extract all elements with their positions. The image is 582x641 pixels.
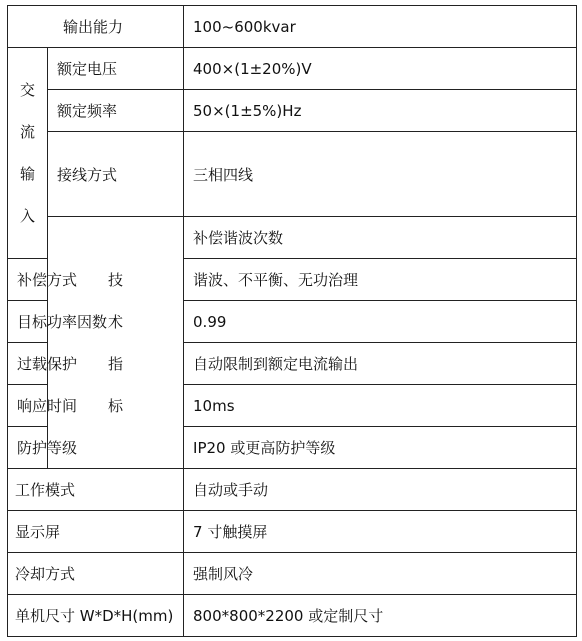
value-work-mode: 自动或手动	[184, 469, 577, 511]
group-ac-input	[8, 48, 48, 259]
label-cooling: 冷却方式	[8, 553, 184, 595]
label-compensation-mode: 补偿方式	[8, 259, 48, 301]
value-rated-voltage: 400×(1±20%)V	[184, 48, 577, 90]
group-ac-input-char-3: 输	[19, 165, 35, 183]
table-row-work-mode	[8, 469, 577, 511]
group-tech-specs-char-1: 技	[108, 270, 124, 289]
table-row-harmonic-orders	[8, 217, 577, 259]
label-response-time: 响应时间	[8, 385, 48, 427]
spec-table	[7, 5, 577, 637]
group-ac-input-char-1: 交	[19, 81, 35, 99]
value-overload: 自动限制到额定电流输出	[184, 343, 577, 385]
table-row-rated-voltage	[8, 48, 577, 90]
value-cooling: 强制风冷	[184, 553, 577, 595]
table-row-cooling	[8, 553, 577, 595]
label-output-capacity: 输出能力	[8, 6, 184, 48]
value-response-time: 10ms	[184, 385, 577, 427]
value-rated-frequency: 50×(1±5%)Hz	[184, 90, 577, 132]
label-harmonic-orders: 补偿谐波次数	[184, 217, 577, 259]
value-wiring: 三相四线	[184, 132, 577, 217]
value-display: 7 寸触摸屏	[184, 511, 577, 553]
group-ac-input-char-4: 入	[19, 207, 35, 225]
label-wiring: 接线方式	[48, 132, 184, 217]
label-work-mode: 工作模式	[8, 469, 184, 511]
group-tech-specs-char-4: 标	[108, 396, 124, 415]
table-row-display	[8, 511, 577, 553]
group-tech-specs-char-2: 术	[108, 312, 124, 331]
group-tech-specs-char-3: 指	[108, 354, 124, 373]
value-target-pf: 0.99	[184, 301, 577, 343]
group-tech-specs	[48, 217, 184, 469]
label-rated-voltage: 额定电压	[48, 48, 184, 90]
value-dimensions: 800*800*2200 或定制尺寸	[184, 595, 577, 637]
label-protection-level: 防护等级	[8, 427, 48, 469]
value-output-capacity: 100~600kvar	[184, 6, 577, 48]
label-dimensions: 单机尺寸 W*D*H(mm)	[8, 595, 184, 637]
label-target-pf: 目标功率因数	[8, 301, 48, 343]
table-row-rated-frequency	[8, 90, 577, 132]
table-row-output-capacity	[8, 6, 577, 48]
label-rated-frequency: 额定频率	[48, 90, 184, 132]
value-compensation-mode: 谐波、不平衡、无功治理	[184, 259, 577, 301]
table-row-wiring	[8, 132, 577, 217]
label-overload: 过载保护	[8, 343, 48, 385]
table-row-dimensions	[8, 595, 577, 637]
value-protection-level: IP20 或更高防护等级	[184, 427, 577, 469]
label-display: 显示屏	[8, 511, 184, 553]
group-ac-input-char-2: 流	[19, 123, 35, 141]
